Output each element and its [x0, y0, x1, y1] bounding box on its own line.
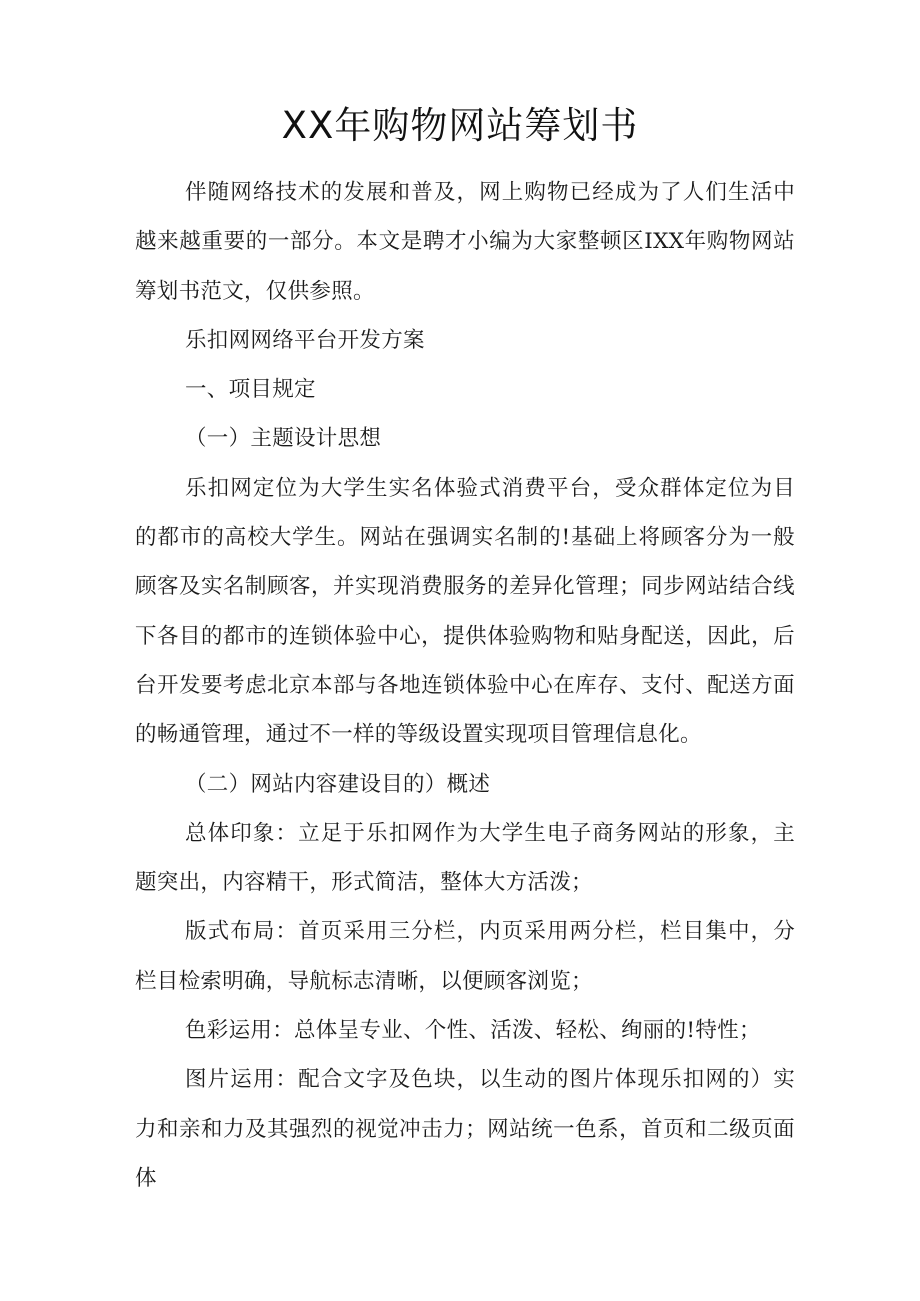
subsection-heading-1: （一）主题设计思想	[185, 426, 382, 452]
document-body	[135, 168, 795, 1203]
design-paragraph: 乐扣网定位为大学生实名体验式消费平台，受众群体定位为目的都市的高校大学生。网站在强调实名制的!基础上将顾客分为一般顾客及实名制顾客，并实现消费服务的差异化管理；同步网站结合线下各目的都市的连锁体验中心，提供体验购物和贴身配送，因此，后台开发要考虑北京本部与各地连锁体验中心在库存、支付、配送方面的畅通管理，通过不一样的等级设置实现项目管理信息化。	[135, 475, 795, 748]
layout-paragraph: 版式布局：首页采用三分栏，内页采用两分栏，栏目集中，分栏目检索明确，导航标志清晰，以便顾客浏览；	[135, 919, 795, 994]
image-paragraph: 图片运用：配合文字及色块，以生动的图片体现乐扣网的）实力和亲和力及其强烈的视觉冲击力；网站统一色系，首页和二级页面体	[135, 1067, 795, 1191]
intro-paragraph: 伴随网络技术的发展和普及，网上购物已经成为了人们生活中越来越重要的一部分。本文是聘才小编为大家整顿区IXX年购物网站筹划书范文，仅供参照。	[135, 180, 795, 304]
color-paragraph: 色彩运用：总体呈专业、个性、活泼、轻松、绚丽的!特性；	[185, 1018, 761, 1044]
section-heading-1: 一、项目规定	[185, 377, 316, 403]
subsection-heading-2: （二）网站内容建设目的）概述	[185, 771, 491, 797]
plan-heading: 乐扣网网络平台开发方案	[185, 327, 425, 353]
document-title: XX年购物网站筹划书	[281, 104, 639, 147]
impression-paragraph: 总体印象：立足于乐扣网作为大学生电子商务网站的形象，主题突出，内容精干，形式简洁，整体大方活泼；	[135, 820, 795, 896]
